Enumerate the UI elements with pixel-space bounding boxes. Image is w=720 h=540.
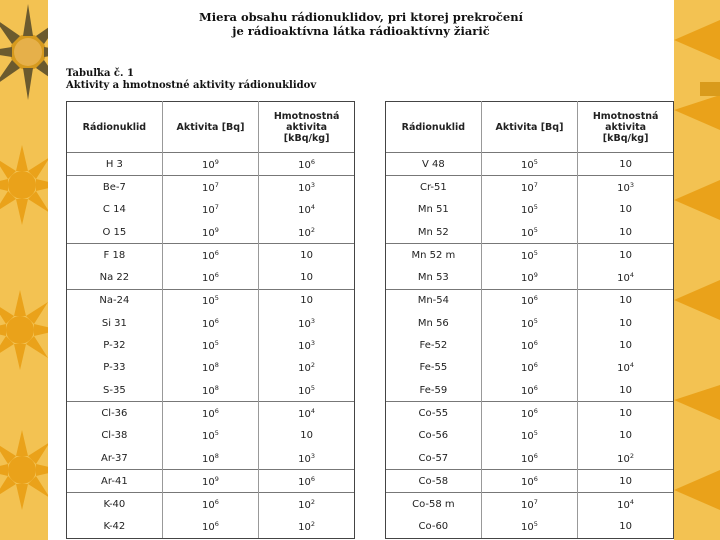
cell-mass-activity: 10 <box>578 312 674 334</box>
cell-mass-activity: $10^4$ <box>259 402 355 425</box>
cell-radionuclide: H 3 <box>67 153 163 176</box>
cell-mass-activity: 10 <box>578 402 674 425</box>
cell-radionuclide: Mn-54 <box>386 289 482 312</box>
cell-mass-activity: 10 <box>259 244 355 267</box>
cell-activity: $10^6$ <box>481 379 578 402</box>
document-title <box>48 10 674 38</box>
table-row <box>386 357 674 379</box>
cell-activity: $10^8$ <box>162 447 259 470</box>
table-row <box>386 379 674 402</box>
cell-radionuclide: C 14 <box>67 199 163 221</box>
cell-mass-activity: 10 <box>578 470 674 493</box>
cell-radionuclide: K-40 <box>67 493 163 516</box>
cell-mass-activity: $10^2$ <box>259 357 355 379</box>
table-caption <box>66 68 316 92</box>
title-line-2: je rádioaktívna látka rádioaktívny žiarič <box>232 24 490 38</box>
table-row <box>67 221 355 244</box>
table-row <box>67 176 355 199</box>
header-radionuclide: Rádionuklid <box>67 102 163 153</box>
cell-mass-activity: $10^2$ <box>259 493 355 516</box>
cell-mass-activity: $10^4$ <box>578 357 674 379</box>
table-row <box>67 199 355 221</box>
table-row <box>386 334 674 356</box>
cell-activity: $10^8$ <box>162 357 259 379</box>
cell-radionuclide: Mn 56 <box>386 312 482 334</box>
cell-activity: $10^5$ <box>481 425 578 447</box>
table-row <box>67 357 355 379</box>
cell-activity: $10^5$ <box>162 425 259 447</box>
cell-mass-activity: 10 <box>259 266 355 289</box>
cell-activity: $10^6$ <box>162 516 259 539</box>
cell-mass-activity: 10 <box>578 244 674 267</box>
cell-radionuclide: V 48 <box>386 153 482 176</box>
header-activity: Aktivita [Bq] <box>162 102 259 153</box>
cell-mass-activity: 10 <box>578 379 674 402</box>
cell-activity: $10^6$ <box>481 357 578 379</box>
cell-mass-activity: $10^2$ <box>259 221 355 244</box>
cell-mass-activity: 10 <box>578 289 674 312</box>
radionuclide-table-right <box>385 101 674 539</box>
cell-activity: $10^6$ <box>162 493 259 516</box>
cell-activity: $10^5$ <box>481 221 578 244</box>
cell-mass-activity: 10 <box>578 334 674 356</box>
table-caption-text: Aktivity a hmotnostné aktivity rádionuklidov <box>66 80 317 91</box>
cell-activity: $10^7$ <box>162 176 259 199</box>
cell-radionuclide: Co-56 <box>386 425 482 447</box>
table-row <box>386 266 674 289</box>
cell-activity: $10^9$ <box>481 266 578 289</box>
cell-activity: $10^5$ <box>162 334 259 356</box>
cell-radionuclide: P-32 <box>67 334 163 356</box>
table-row <box>67 425 355 447</box>
cell-mass-activity: $10^4$ <box>259 199 355 221</box>
title-line-1: Miera obsahu rádionuklidov, pri ktorej prekročení <box>199 10 523 24</box>
cell-radionuclide: Mn 52 m <box>386 244 482 267</box>
cell-radionuclide: Cl-36 <box>67 402 163 425</box>
cell-activity: $10^6$ <box>481 334 578 356</box>
cell-radionuclide: Co-58 m <box>386 493 482 516</box>
cell-activity: $10^5$ <box>481 199 578 221</box>
table-row <box>67 447 355 470</box>
cell-radionuclide: P-33 <box>67 357 163 379</box>
cell-radionuclide: Ar-37 <box>67 447 163 470</box>
table-header-row <box>386 102 674 153</box>
table-row <box>386 176 674 199</box>
cell-activity: $10^9$ <box>162 221 259 244</box>
cell-radionuclide: Be-7 <box>67 176 163 199</box>
cell-mass-activity: 10 <box>259 425 355 447</box>
cell-activity: $10^5$ <box>481 312 578 334</box>
cell-radionuclide: Fe-52 <box>386 334 482 356</box>
cell-mass-activity: $10^3$ <box>259 334 355 356</box>
cell-activity: $10^6$ <box>162 266 259 289</box>
table-row <box>67 266 355 289</box>
table-row <box>386 199 674 221</box>
table-label: Tabuľka č. 1 <box>66 68 134 79</box>
table-row <box>386 470 674 493</box>
cell-mass-activity: $10^3$ <box>259 176 355 199</box>
cell-activity: $10^9$ <box>162 470 259 493</box>
cell-activity: $10^5$ <box>481 516 578 539</box>
cell-mass-activity: $10^4$ <box>578 493 674 516</box>
cell-mass-activity: $10^2$ <box>259 516 355 539</box>
cell-radionuclide: Cr-51 <box>386 176 482 199</box>
cell-radionuclide: Co-58 <box>386 470 482 493</box>
cell-radionuclide: Fe-59 <box>386 379 482 402</box>
table-row <box>67 470 355 493</box>
cell-radionuclide: Fe-55 <box>386 357 482 379</box>
radionuclide-table-left <box>66 101 355 539</box>
cell-activity: $10^6$ <box>481 447 578 470</box>
cell-activity: $10^6$ <box>481 402 578 425</box>
cell-mass-activity: 10 <box>259 289 355 312</box>
cell-radionuclide: O 15 <box>67 221 163 244</box>
cell-mass-activity: $10^3$ <box>259 312 355 334</box>
cell-radionuclide: Cl-38 <box>67 425 163 447</box>
cell-mass-activity: 10 <box>578 516 674 539</box>
table-row <box>67 402 355 425</box>
table-row <box>386 289 674 312</box>
cell-activity: $10^8$ <box>162 379 259 402</box>
cell-activity: $10^6$ <box>162 244 259 267</box>
cell-radionuclide: Co-60 <box>386 516 482 539</box>
cell-mass-activity: 10 <box>578 425 674 447</box>
table-row <box>67 334 355 356</box>
table-row <box>386 402 674 425</box>
table-header-row <box>67 102 355 153</box>
cell-mass-activity: $10^3$ <box>578 176 674 199</box>
cell-radionuclide: Mn 52 <box>386 221 482 244</box>
cell-activity: $10^5$ <box>481 153 578 176</box>
cell-activity: $10^6$ <box>481 289 578 312</box>
table-row <box>386 244 674 267</box>
cell-mass-activity: $10^4$ <box>578 266 674 289</box>
table-row <box>386 153 674 176</box>
cell-activity: $10^6$ <box>481 470 578 493</box>
table-row <box>386 516 674 539</box>
document-page <box>48 0 674 540</box>
table-row <box>67 153 355 176</box>
table-row <box>67 516 355 539</box>
cell-radionuclide: Ar-41 <box>67 470 163 493</box>
cell-radionuclide: Mn 51 <box>386 199 482 221</box>
cell-activity: $10^7$ <box>162 199 259 221</box>
cell-activity: $10^7$ <box>481 493 578 516</box>
table-row <box>67 244 355 267</box>
header-mass-activity: Hmotnostná aktivita [kBq/kg] <box>259 102 355 153</box>
table-row <box>67 312 355 334</box>
cell-activity: $10^6$ <box>162 312 259 334</box>
cell-activity: $10^5$ <box>162 289 259 312</box>
cell-activity: $10^9$ <box>162 153 259 176</box>
cell-activity: $10^6$ <box>162 402 259 425</box>
cell-radionuclide: Co-57 <box>386 447 482 470</box>
table-row <box>67 493 355 516</box>
cell-mass-activity: $10^2$ <box>578 447 674 470</box>
cell-mass-activity: $10^6$ <box>259 153 355 176</box>
table-row <box>386 425 674 447</box>
header-mass-activity: Hmotnostná aktivita [kBq/kg] <box>578 102 674 153</box>
cell-radionuclide: Na-24 <box>67 289 163 312</box>
cell-radionuclide: F 18 <box>67 244 163 267</box>
cell-mass-activity: 10 <box>578 153 674 176</box>
table-row <box>67 379 355 402</box>
cell-radionuclide: K-42 <box>67 516 163 539</box>
cell-mass-activity: $10^5$ <box>259 379 355 402</box>
table-row <box>386 221 674 244</box>
cell-activity: $10^7$ <box>481 176 578 199</box>
cell-mass-activity: $10^3$ <box>259 447 355 470</box>
cell-mass-activity: $10^6$ <box>259 470 355 493</box>
cell-mass-activity: 10 <box>578 221 674 244</box>
header-radionuclide: Rádionuklid <box>386 102 482 153</box>
cell-radionuclide: Co-55 <box>386 402 482 425</box>
cell-mass-activity: 10 <box>578 199 674 221</box>
cell-radionuclide: S-35 <box>67 379 163 402</box>
cell-activity: $10^5$ <box>481 244 578 267</box>
cell-radionuclide: Si 31 <box>67 312 163 334</box>
cell-radionuclide: Na 22 <box>67 266 163 289</box>
table-row <box>386 312 674 334</box>
table-row <box>67 289 355 312</box>
table-row <box>386 447 674 470</box>
cell-radionuclide: Mn 53 <box>386 266 482 289</box>
table-row <box>386 493 674 516</box>
header-activity: Aktivita [Bq] <box>481 102 578 153</box>
